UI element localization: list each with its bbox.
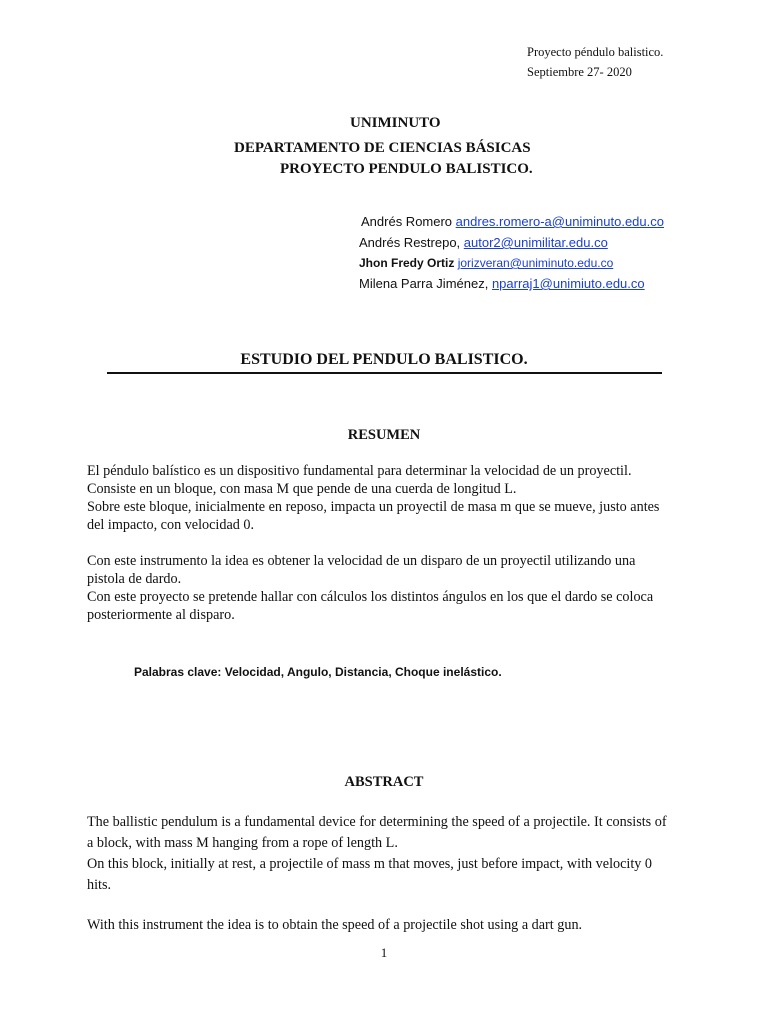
author-email-link[interactable]: jorizveran@uniminuto.edu.co xyxy=(457,256,614,270)
abstract-paragraph-1 xyxy=(87,812,707,896)
project-name: PROYECTO PENDULO BALISTICO. xyxy=(280,161,533,177)
author-name: Milena Parra Jiménez, xyxy=(359,276,489,291)
text-line: On this block, initially at rest, a projectile of mass m that moves, just before impact, with velocity 0 xyxy=(87,856,653,872)
author-email-link[interactable]: nparraj1@unimiuto.edu.co xyxy=(491,276,645,291)
resumen-paragraph-2 xyxy=(87,552,707,624)
text-line: Con este instrumento la idea es obtener la velocidad de un disparo de un proyectil utilizando una xyxy=(87,553,636,569)
author-email-link[interactable]: autor2@unimilitar.edu.co xyxy=(463,235,608,250)
page-number: 1 xyxy=(380,945,388,960)
header-date: Septiembre 27- 2020 xyxy=(527,65,632,79)
resumen-heading: RESUMEN xyxy=(347,427,421,443)
abstract-paragraph-2 xyxy=(87,916,707,934)
author-line xyxy=(359,256,613,270)
author-name: Andrés Restrepo, xyxy=(359,235,461,250)
author-line xyxy=(359,235,608,250)
text-line: Con este proyecto se pretende hallar con cálculos los distintos ángulos en los que el dardo se coloca xyxy=(87,589,654,605)
abstract-heading: ABSTRACT xyxy=(344,774,424,790)
author-email-link[interactable]: andres.romero-a@uniminuto.edu.co xyxy=(455,214,664,229)
text-line: With this instrument the idea is to obtain the speed of a projectile shot using a dart gun. xyxy=(87,917,583,933)
text-line: Sobre este bloque, inicialmente en reposo, impacta un proyectil de masa m que se mueve, justo antes xyxy=(87,499,660,515)
text-line: The ballistic pendulum is a fundamental device for determining the speed of a projectile. It consists of xyxy=(87,814,667,830)
department-name: DEPARTAMENTO DE CIENCIAS BÁSICAS xyxy=(234,140,531,156)
text-line: hits. xyxy=(87,877,112,893)
author-line xyxy=(359,276,645,291)
text-line: del impacto, con velocidad 0. xyxy=(87,517,255,533)
title-underline xyxy=(107,372,662,374)
author-name: Jhon Fredy Ortiz xyxy=(359,256,455,270)
author-name: Andrés Romero xyxy=(361,214,453,229)
institution-name: UNIMINUTO xyxy=(350,115,441,131)
header-project-note: Proyecto péndulo balistico. xyxy=(527,45,664,59)
text-line: posteriormente al disparo. xyxy=(87,607,235,623)
text-line: Consiste en un bloque, con masa M que pende de una cuerda de longitud L. xyxy=(87,481,517,497)
resumen-paragraph-1 xyxy=(87,462,707,534)
text-line: El péndulo balístico es un dispositivo fundamental para determinar la velocidad de un proyectil. xyxy=(87,463,632,479)
text-line: pistola de dardo. xyxy=(87,571,182,587)
text-line: a block, with mass M hanging from a rope of length L. xyxy=(87,835,398,851)
author-line xyxy=(361,214,664,229)
keywords: Palabras clave: Velocidad, Angulo, Distancia, Choque inelástico. xyxy=(134,665,502,679)
document-title: ESTUDIO DEL PENDULO BALISTICO. xyxy=(240,351,528,368)
